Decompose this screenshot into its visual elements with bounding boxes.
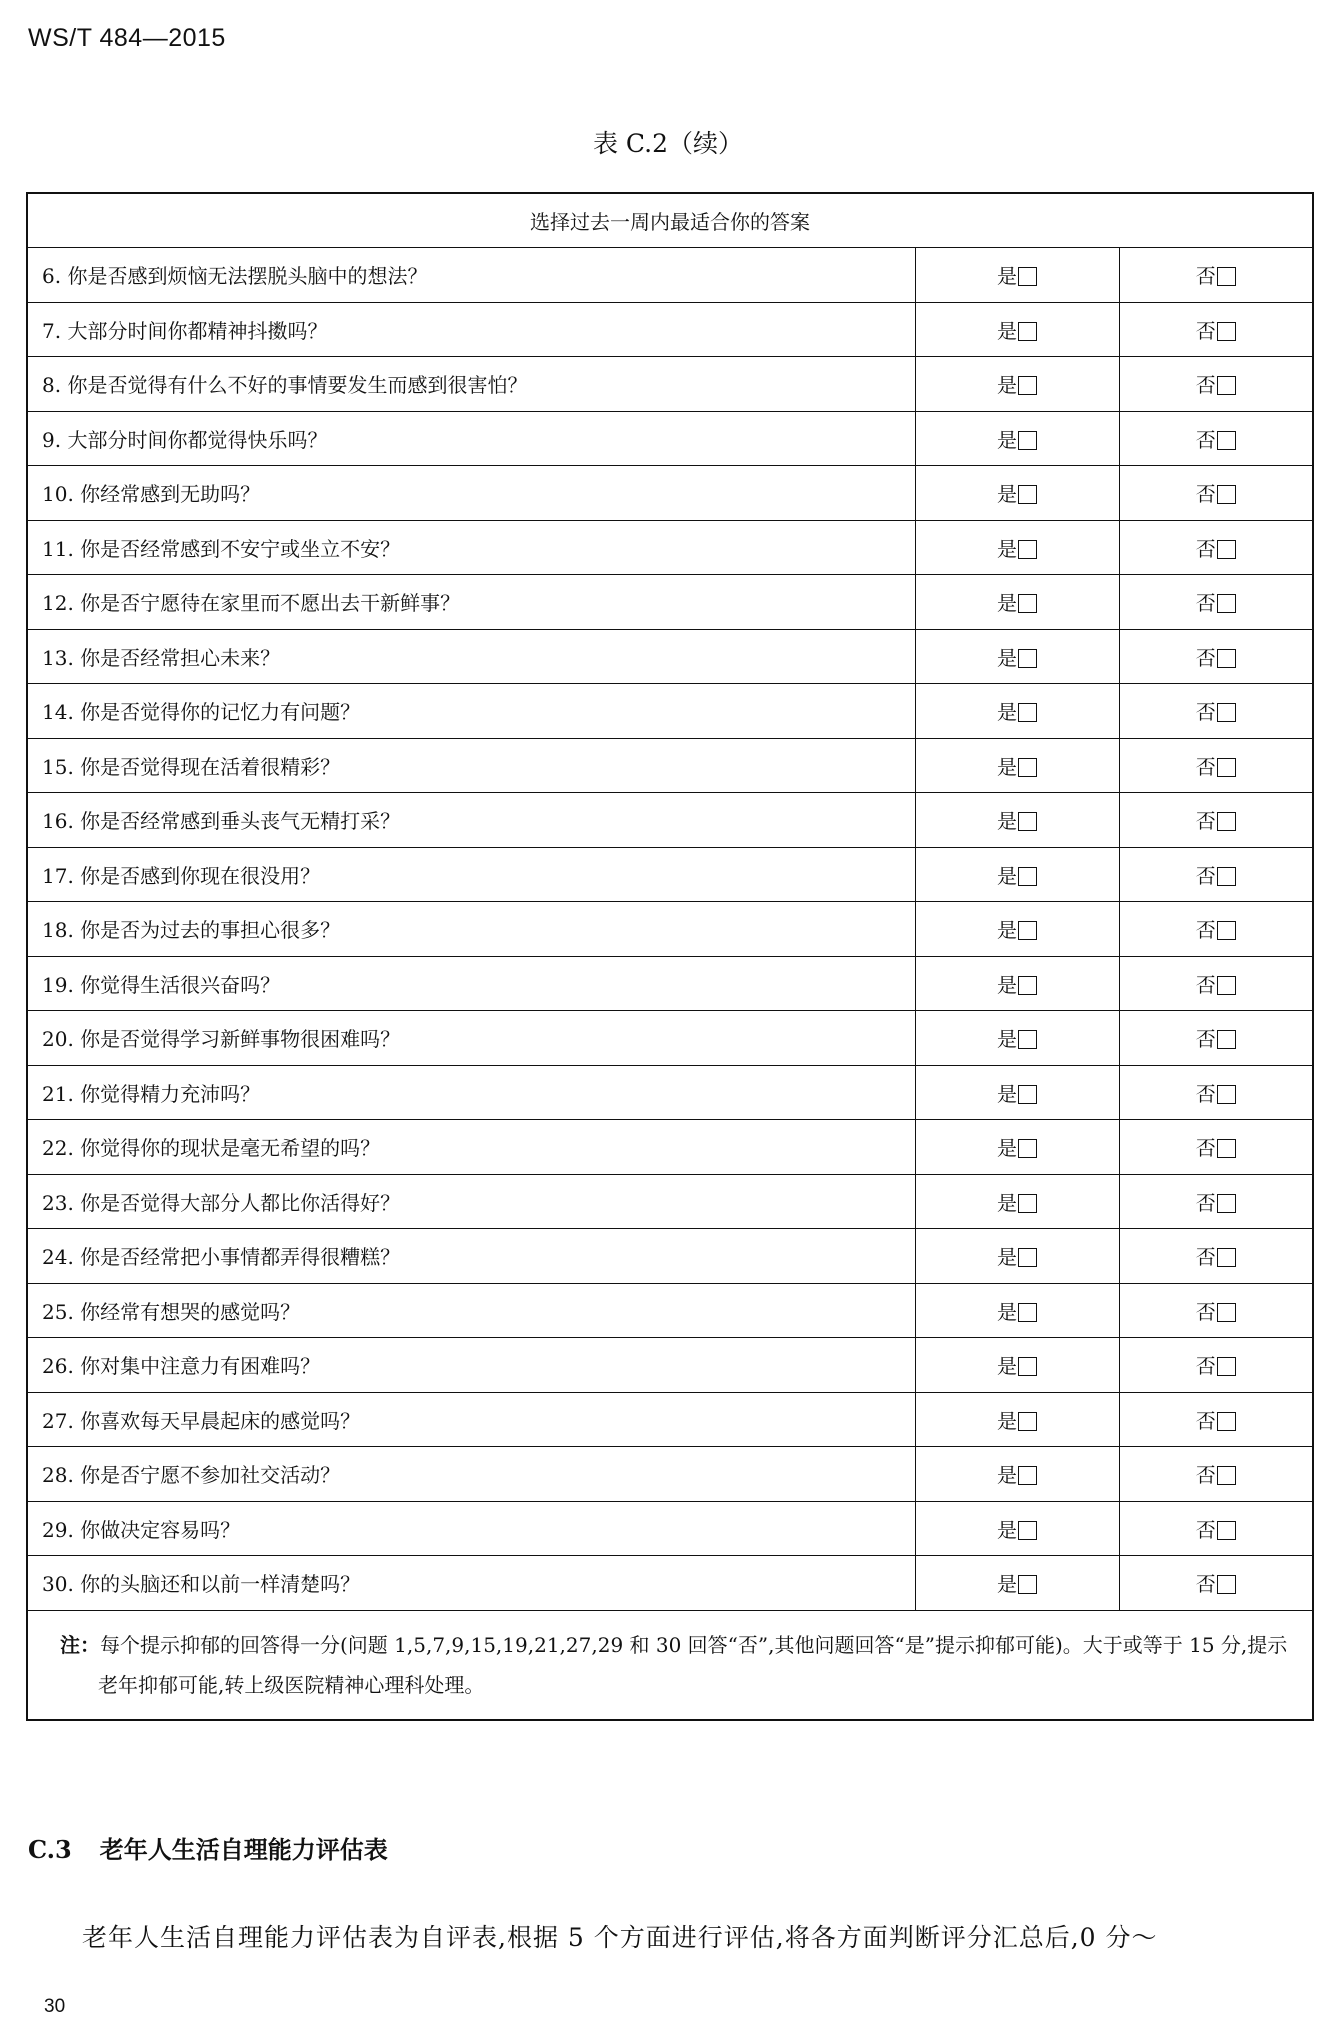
question-text: 26. 你对集中注意力有困难吗？	[27, 1338, 915, 1393]
no-label: 否	[1195, 1081, 1216, 1106]
no-checkbox[interactable]	[1217, 267, 1236, 286]
yes-checkbox[interactable]	[1018, 867, 1037, 886]
no-label: 否	[1195, 1463, 1216, 1488]
no-label: 否	[1195, 809, 1216, 834]
no-label: 否	[1195, 918, 1216, 943]
no-checkbox[interactable]	[1217, 703, 1236, 722]
table-row	[27, 1174, 1313, 1229]
section-body-text: 老年人生活自理能力评估表为自评表,根据 5 个方面进行评估,将各方面判断评分汇总后,0 分～	[82, 1923, 1158, 1952]
no-checkbox[interactable]	[1217, 1194, 1236, 1213]
question-text: 20. 你是否觉得学习新鲜事物很困难吗？	[27, 1011, 915, 1066]
no-checkbox[interactable]	[1217, 867, 1236, 886]
question-text: 28. 你是否宁愿不参加社交活动？	[27, 1447, 915, 1502]
no-label: 否	[1195, 1517, 1216, 1542]
no-checkbox[interactable]	[1217, 322, 1236, 341]
yes-label: 是	[997, 700, 1017, 725]
no-label: 否	[1195, 1354, 1216, 1379]
no-label: 否	[1195, 1190, 1216, 1215]
yes-option	[915, 1501, 1119, 1556]
table-row	[27, 1229, 1313, 1284]
no-checkbox[interactable]	[1217, 485, 1236, 504]
no-label: 否	[1195, 645, 1216, 670]
no-checkbox[interactable]	[1217, 1575, 1236, 1594]
question-text: 18. 你是否为过去的事担心很多？	[27, 902, 915, 957]
question-text: 21. 你觉得精力充沛吗？	[27, 1065, 915, 1120]
yes-checkbox[interactable]	[1018, 267, 1037, 286]
yes-label: 是	[997, 482, 1017, 507]
yes-checkbox[interactable]	[1018, 976, 1037, 995]
question-text: 24. 你是否经常把小事情都弄得很糟糕？	[27, 1229, 915, 1284]
table-row	[27, 1011, 1313, 1066]
table-title: 表 C.2（续）	[592, 129, 744, 158]
yes-label: 是	[997, 427, 1017, 452]
yes-option	[915, 1011, 1119, 1066]
no-option	[1119, 1120, 1313, 1175]
no-label: 否	[1195, 373, 1216, 398]
no-checkbox[interactable]	[1217, 758, 1236, 777]
table-row	[27, 1065, 1313, 1120]
section-number: C.3	[28, 1835, 72, 1864]
no-checkbox[interactable]	[1217, 431, 1236, 450]
question-text: 23. 你是否觉得大部分人都比你活得好？	[27, 1174, 915, 1229]
no-option	[1119, 357, 1313, 412]
yes-option	[915, 956, 1119, 1011]
yes-label: 是	[997, 1517, 1017, 1542]
yes-option	[915, 248, 1119, 303]
question-text: 27. 你喜欢每天早晨起床的感觉吗？	[27, 1392, 915, 1447]
no-checkbox[interactable]	[1217, 1521, 1236, 1540]
no-option	[1119, 1283, 1313, 1338]
table-row	[27, 357, 1313, 412]
yes-checkbox[interactable]	[1018, 485, 1037, 504]
no-checkbox[interactable]	[1217, 1139, 1236, 1158]
table-row	[27, 248, 1313, 303]
yes-option	[915, 684, 1119, 739]
yes-label: 是	[997, 1190, 1017, 1215]
questionnaire-table	[26, 192, 1314, 1721]
no-option	[1119, 1392, 1313, 1447]
note-text: 每个提示抑郁的回答得一分(问题 1,5,7,9,15,19,21,27,29 和 30 回答“否”,其他问题回答“是”提示抑郁可能)。大于或等于 15 分,提示老年抑郁可能,转上级医院精神心理科处理。	[98, 1632, 1288, 1697]
column-header: 选择过去一周内最适合你的答案	[27, 193, 1313, 248]
yes-checkbox[interactable]	[1018, 1194, 1037, 1213]
table-row	[27, 1556, 1313, 1611]
yes-checkbox[interactable]	[1018, 1412, 1037, 1431]
section-heading	[28, 1830, 388, 1865]
yes-checkbox[interactable]	[1018, 1248, 1037, 1267]
table-note	[27, 1610, 1313, 1720]
yes-checkbox[interactable]	[1018, 1303, 1037, 1322]
no-option	[1119, 1501, 1313, 1556]
yes-option	[915, 411, 1119, 466]
yes-label: 是	[997, 1245, 1017, 1270]
no-checkbox[interactable]	[1217, 1303, 1236, 1322]
table-row	[27, 1338, 1313, 1393]
table-row	[27, 629, 1313, 684]
table-row	[27, 1501, 1313, 1556]
table-row	[27, 411, 1313, 466]
no-option	[1119, 1338, 1313, 1393]
no-label: 否	[1195, 1136, 1216, 1161]
yes-checkbox[interactable]	[1018, 1139, 1037, 1158]
yes-label: 是	[997, 1354, 1017, 1379]
question-text: 22. 你觉得你的现状是毫无希望的吗？	[27, 1120, 915, 1175]
no-option	[1119, 1011, 1313, 1066]
yes-checkbox[interactable]	[1018, 703, 1037, 722]
yes-checkbox[interactable]	[1018, 1466, 1037, 1485]
no-option	[1119, 466, 1313, 521]
yes-option	[915, 847, 1119, 902]
no-label: 否	[1195, 700, 1216, 725]
no-checkbox[interactable]	[1217, 649, 1236, 668]
yes-label: 是	[997, 809, 1017, 834]
yes-label: 是	[997, 863, 1017, 888]
no-checkbox[interactable]	[1217, 1248, 1236, 1267]
no-label: 否	[1195, 1572, 1216, 1597]
yes-checkbox[interactable]	[1018, 649, 1037, 668]
yes-label: 是	[997, 1299, 1017, 1324]
table-row	[27, 1283, 1313, 1338]
yes-checkbox[interactable]	[1018, 431, 1037, 450]
no-label: 否	[1195, 264, 1216, 289]
no-option	[1119, 1174, 1313, 1229]
table-row	[27, 902, 1313, 957]
yes-checkbox[interactable]	[1018, 1521, 1037, 1540]
no-checkbox[interactable]	[1217, 976, 1236, 995]
no-label: 否	[1195, 318, 1216, 343]
yes-checkbox[interactable]	[1018, 1085, 1037, 1104]
yes-checkbox[interactable]	[1018, 540, 1037, 559]
no-option	[1119, 411, 1313, 466]
yes-label: 是	[997, 1081, 1017, 1106]
question-text: 8. 你是否觉得有什么不好的事情要发生而感到很害怕？	[27, 357, 915, 412]
no-option	[1119, 1229, 1313, 1284]
no-label: 否	[1195, 1408, 1216, 1433]
no-option	[1119, 793, 1313, 848]
no-label: 否	[1195, 863, 1216, 888]
no-checkbox[interactable]	[1217, 540, 1236, 559]
question-text: 19. 你觉得生活很兴奋吗？	[27, 956, 915, 1011]
table-row	[27, 738, 1313, 793]
no-checkbox[interactable]	[1217, 594, 1236, 613]
no-option	[1119, 1556, 1313, 1611]
standard-code: WS/T 484—2015	[28, 24, 226, 52]
yes-option	[915, 466, 1119, 521]
question-text: 13. 你是否经常担心未来？	[27, 629, 915, 684]
yes-label: 是	[997, 1463, 1017, 1488]
yes-option	[915, 357, 1119, 412]
yes-option	[915, 1120, 1119, 1175]
question-text: 16. 你是否经常感到垂头丧气无精打采？	[27, 793, 915, 848]
no-option	[1119, 302, 1313, 357]
question-text: 11. 你是否经常感到不安宁或坐立不安？	[27, 520, 915, 575]
table-row	[27, 520, 1313, 575]
question-text: 29. 你做决定容易吗？	[27, 1501, 915, 1556]
yes-option	[915, 575, 1119, 630]
yes-label: 是	[997, 1408, 1017, 1433]
no-option	[1119, 684, 1313, 739]
no-label: 否	[1195, 1027, 1216, 1052]
table-row	[27, 466, 1313, 521]
no-option	[1119, 629, 1313, 684]
table-row	[27, 1447, 1313, 1502]
no-label: 否	[1195, 591, 1216, 616]
question-text: 14. 你是否觉得你的记忆力有问题？	[27, 684, 915, 739]
yes-checkbox[interactable]	[1018, 812, 1037, 831]
yes-option	[915, 1283, 1119, 1338]
no-checkbox[interactable]	[1217, 1466, 1236, 1485]
note-row	[27, 1610, 1313, 1720]
yes-checkbox[interactable]	[1018, 1575, 1037, 1594]
yes-checkbox[interactable]	[1018, 758, 1037, 777]
no-option	[1119, 1447, 1313, 1502]
yes-option	[915, 1338, 1119, 1393]
yes-label: 是	[997, 1572, 1017, 1597]
no-option	[1119, 956, 1313, 1011]
note-label: 注：	[60, 1632, 100, 1657]
no-label: 否	[1195, 1245, 1216, 1270]
no-option	[1119, 575, 1313, 630]
table-row	[27, 1120, 1313, 1175]
table-row	[27, 793, 1313, 848]
question-text: 25. 你经常有想哭的感觉吗？	[27, 1283, 915, 1338]
yes-label: 是	[997, 1136, 1017, 1161]
yes-option	[915, 738, 1119, 793]
yes-label: 是	[997, 318, 1017, 343]
no-checkbox[interactable]	[1217, 1085, 1236, 1104]
table-row	[27, 302, 1313, 357]
question-text: 17. 你是否感到你现在很没用？	[27, 847, 915, 902]
yes-option	[915, 1556, 1119, 1611]
yes-option	[915, 629, 1119, 684]
no-checkbox[interactable]	[1217, 921, 1236, 940]
yes-option	[915, 1392, 1119, 1447]
question-text: 12. 你是否宁愿待在家里而不愿出去干新鲜事？	[27, 575, 915, 630]
yes-checkbox[interactable]	[1018, 921, 1037, 940]
yes-label: 是	[997, 754, 1017, 779]
yes-checkbox[interactable]	[1018, 376, 1037, 395]
no-label: 否	[1195, 427, 1216, 452]
yes-label: 是	[997, 645, 1017, 670]
no-checkbox[interactable]	[1217, 1412, 1236, 1431]
yes-checkbox[interactable]	[1018, 1030, 1037, 1049]
no-option	[1119, 847, 1313, 902]
yes-label: 是	[997, 373, 1017, 398]
no-label: 否	[1195, 1299, 1216, 1324]
yes-label: 是	[997, 591, 1017, 616]
table-row	[27, 847, 1313, 902]
no-checkbox[interactable]	[1217, 1030, 1236, 1049]
yes-checkbox[interactable]	[1018, 322, 1037, 341]
no-option	[1119, 1065, 1313, 1120]
yes-option	[915, 520, 1119, 575]
table-row	[27, 684, 1313, 739]
yes-option	[915, 793, 1119, 848]
no-checkbox[interactable]	[1217, 812, 1236, 831]
question-text: 30. 你的头脑还和以前一样清楚吗？	[27, 1556, 915, 1611]
yes-label: 是	[997, 972, 1017, 997]
yes-option	[915, 1174, 1119, 1229]
no-option	[1119, 248, 1313, 303]
question-text: 15. 你是否觉得现在活着很精彩？	[27, 738, 915, 793]
table-row	[27, 575, 1313, 630]
yes-label: 是	[997, 918, 1017, 943]
no-checkbox[interactable]	[1217, 376, 1236, 395]
table-header-row	[27, 193, 1313, 248]
yes-option	[915, 1229, 1119, 1284]
no-checkbox[interactable]	[1217, 1357, 1236, 1376]
table-row	[27, 1392, 1313, 1447]
no-option	[1119, 520, 1313, 575]
yes-label: 是	[997, 536, 1017, 561]
page-number: 30	[44, 1996, 66, 2017]
no-label: 否	[1195, 754, 1216, 779]
table-row	[27, 956, 1313, 1011]
no-option	[1119, 902, 1313, 957]
question-text: 6. 你是否感到烦恼无法摆脱头脑中的想法？	[27, 248, 915, 303]
question-text: 9. 大部分时间你都觉得快乐吗？	[27, 411, 915, 466]
yes-checkbox[interactable]	[1018, 594, 1037, 613]
yes-option	[915, 902, 1119, 957]
question-text: 7. 大部分时间你都精神抖擞吗？	[27, 302, 915, 357]
no-label: 否	[1195, 482, 1216, 507]
no-option	[1119, 738, 1313, 793]
yes-label: 是	[997, 264, 1017, 289]
yes-option	[915, 1447, 1119, 1502]
yes-option	[915, 1065, 1119, 1120]
yes-label: 是	[997, 1027, 1017, 1052]
yes-checkbox[interactable]	[1018, 1357, 1037, 1376]
question-text: 10. 你经常感到无助吗？	[27, 466, 915, 521]
no-label: 否	[1195, 972, 1216, 997]
yes-option	[915, 302, 1119, 357]
section-title: 老年人生活自理能力评估表	[99, 1836, 388, 1864]
no-label: 否	[1195, 536, 1216, 561]
